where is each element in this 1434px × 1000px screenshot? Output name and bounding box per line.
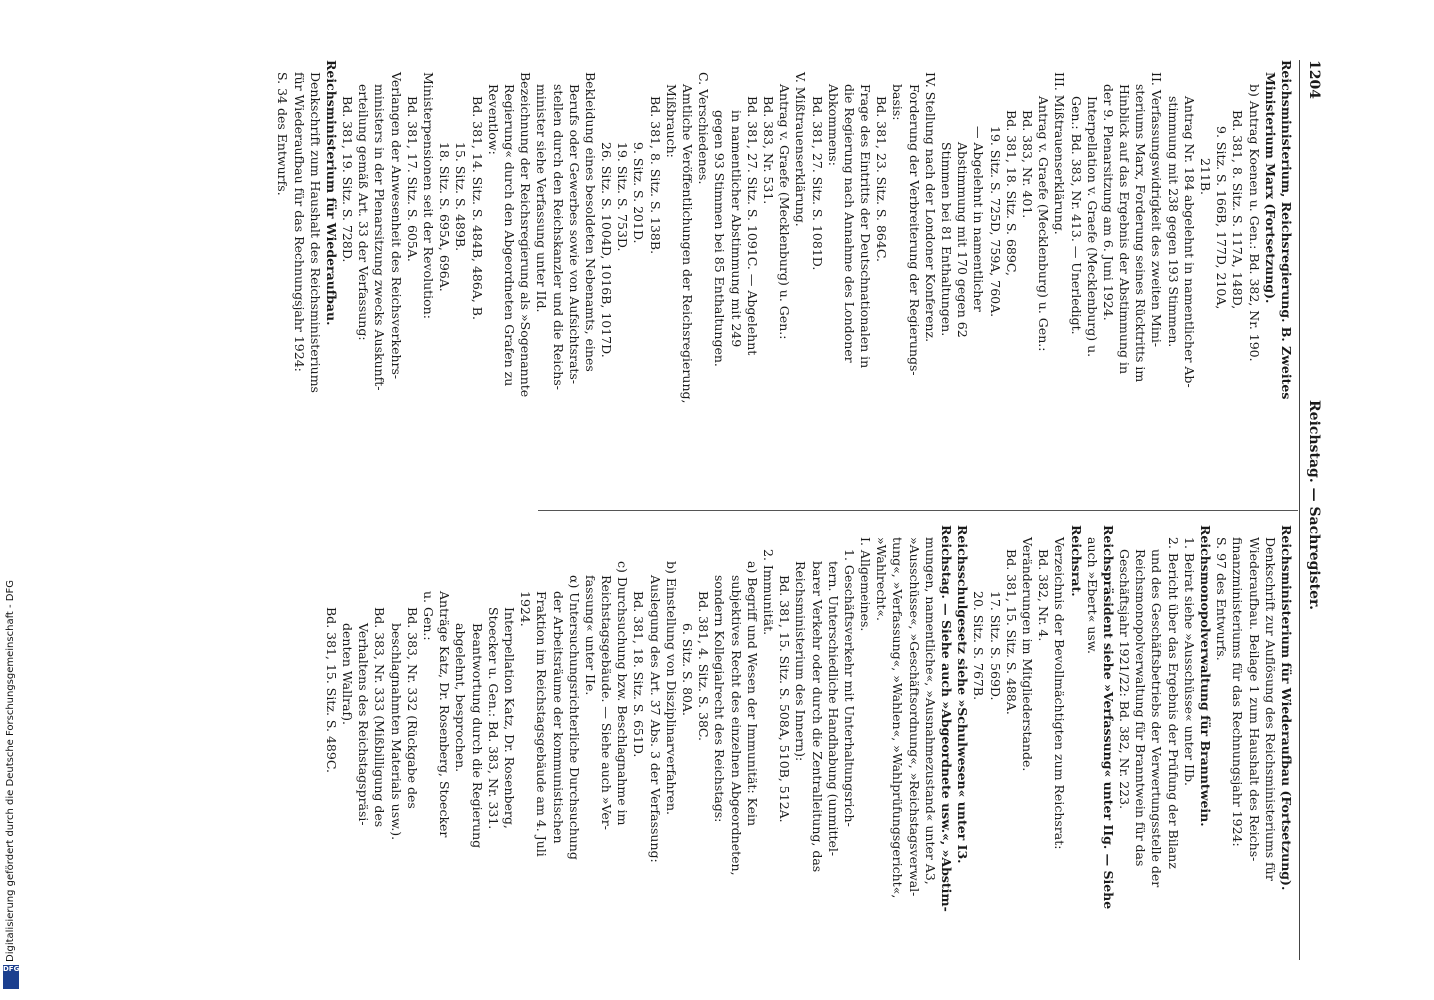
index-line: die Regierung nach Annahme des Londoner [841, 84, 857, 363]
index-line: Antrag v. Graefe (Mecklenburg) u. Gen.: [1036, 96, 1052, 352]
index-line: Bd. 381, 18. Sitz. S. 651D. [631, 591, 647, 758]
index-line: steriums Marx, Forderung seines Rücktritts im [1133, 84, 1149, 383]
index-line: Reichsmonopolverwaltung für Branntwein. [1198, 525, 1214, 827]
index-line: α) Untersuchungsrichterliche Durchsuchung [566, 575, 582, 860]
index-line: Auslegung des Art. 37 Abs. 3 der Verfassung: [647, 575, 663, 863]
index-line: Reichsministerium für Wiederaufbau. [323, 60, 339, 326]
index-line: Verzeichnis der Bevollmächtigten zum Reichsrat: [1052, 537, 1068, 850]
index-line: Reichspräsident siehe »Verfassung« unter IIg. — Siehe [1100, 525, 1116, 910]
index-line: sondern Kollegialrecht des Reichstags: [712, 575, 728, 823]
right-column [323, 525, 1294, 965]
index-line: Reichstag. — Siehe auch »Abgeordnete usw.«, »Abstim- [939, 525, 955, 912]
index-line: Reichsministerium des Innern): [793, 561, 809, 762]
index-line: b) Einstellung von Disziplinarverfahren. [663, 561, 679, 815]
index-line: »Wahlrecht«. [874, 537, 890, 621]
index-line: Bd. 381, 27. Sitz. S. 1081D. [809, 96, 825, 271]
index-line: Verhaltens des Reichstagspräsi- [356, 623, 372, 826]
index-line: Frage des Eintritts der Deutschnationalen in [858, 84, 874, 369]
index-line: Interpellation v. Graefe (Mecklenburg) u. [1084, 96, 1100, 358]
index-line: Bd. 383, Nr. 401. [1020, 110, 1035, 219]
index-line: Denkschrift zur Auflösung des Reichsministeriums für [1262, 537, 1278, 881]
index-line: minister siehe Verfassung unter IId. [534, 84, 550, 313]
index-line: Reichstagsgebäude. — Siehe auch »Ver- [599, 575, 615, 830]
index-line: Bd. 381, 14. Sitz. S. 484B, 486A, B. [469, 96, 485, 320]
index-line: Veränderungen im Mitgliederstande. [1020, 537, 1035, 772]
column-divider [538, 510, 1298, 511]
index-line: und des Geschäftsbetriebs der Verwertungsstelle der [1149, 549, 1165, 888]
index-line: tern. Unterschiedliche Handhabung (unmittel- [825, 561, 841, 857]
index-line: 15. Sitz. S. 489B. [453, 142, 469, 252]
index-line: erteilung gemäß Art. 33 der Verfassung: [356, 84, 372, 341]
index-line: Bekleidung eines besoldeten Nebenamts, eines [582, 72, 598, 372]
index-line: b) Antrag Koenen u. Gen.: Bd. 382, Nr. 190. [1246, 84, 1262, 362]
index-line: Bd. 383, Nr. 531. [761, 96, 776, 205]
index-line: 18. Sitz. S. 695A, 696A. [437, 142, 453, 292]
index-line: u. Gen.: [421, 591, 437, 641]
page-number: 1204 [1306, 60, 1322, 99]
index-line: 19. Sitz. S. 725D, 759A, 760A. [987, 126, 1003, 318]
index-line: Interpellation Katz, Dr. Rosenberg, [502, 607, 517, 829]
index-line: Bd. 381, 23. Sitz. S. 864C. [874, 96, 890, 262]
index-line: Bezeichnung der Reichsregierung als »Sogenannte [518, 72, 534, 398]
index-line: Bd. 381, 15. Sitz. S. 508A, 510B, 512A. [777, 575, 793, 823]
index-line: Abkommens: [825, 84, 841, 166]
index-line: Beantwortung durch die Regierung [469, 623, 485, 849]
index-line: Reichsministerium für Wiederaufbau (Fortsetzung). [1279, 525, 1294, 891]
index-line: abgelehnt, besprochen. [453, 623, 469, 773]
index-line: Geschäftsjahr 1921/22: Bd. 382, Nr. 223. [1117, 549, 1133, 810]
header-rule [1299, 60, 1300, 960]
index-line: 20. Sitz. S. 767B. [971, 591, 987, 701]
index-line: basis: [890, 84, 906, 121]
index-line: S. 97 des Entwurfs. [1214, 537, 1230, 661]
index-line: 2. Immunität. [761, 549, 776, 636]
index-line: C. Verschiedenes. [696, 72, 712, 185]
index-line: Bd. 381, 15. Sitz. S. 489C. [323, 607, 339, 773]
index-line: Bd. 381, 15. Sitz. S. 488A. [1003, 549, 1019, 715]
index-line: Bd. 381, 8. Sitz. S. 117A, 148D, [1230, 110, 1246, 310]
index-line: Ministerium Marx (Fortsetzung). [1262, 72, 1278, 304]
index-line: 1. Geschäftsverkehr mit Unterhaltungsrich- [841, 549, 857, 827]
index-line: »Ausschüsse«, »Geschäftsordnung«, »Reichstagsverwal- [906, 537, 922, 897]
index-line: c) Durchsuchung bzw. Beschlagnahme im [615, 561, 631, 826]
index-line: Reichsrat. [1068, 525, 1084, 597]
index-line: Bd. 383, Nr. 333 (Mißbilligung des [372, 607, 388, 828]
index-line: Bd. 381, 4. Sitz. S. 38C. [696, 591, 712, 742]
index-line: ministers in der Plenarsitzung zwecks Auskunft- [372, 84, 388, 391]
index-line: Bd. 381, 18. Sitz. S. 689C, [1003, 110, 1019, 276]
index-line: für Wiederaufbau für das Rechnungsjahr 1924: [291, 72, 307, 372]
index-line: 2. Bericht über das Ergebnis der Prüfung der Bilanz [1165, 537, 1181, 869]
index-line: Bd. 381, 19. Sitz. S. 728D. [340, 96, 356, 263]
index-line: 1924. [518, 591, 534, 627]
index-line: Reventlow: [485, 84, 501, 155]
index-line: Berufs oder Gewerbes sowie von Aufsichtsrats- [566, 84, 582, 385]
index-line: 26. Sitz. S. 1004D, 1016B, 1017D. [599, 142, 615, 358]
index-line: 9. Sitz. S. 201D. [631, 142, 647, 244]
index-line: Stimmen bei 81 Enthaltungen. [939, 142, 955, 337]
index-line: auch »Ebert« usw. [1084, 537, 1100, 654]
page-header [1302, 60, 1322, 950]
index-line: S. 34 des Entwurfs. [275, 72, 291, 196]
index-line: gegen 93 Stimmen bei 85 Enthaltungen. [712, 110, 728, 367]
index-line: tung«, »Verfassung«, »Wahlen«, »Wahlprüfungsgericht«, [890, 537, 906, 899]
index-line: Reichsministerium, Reichsregierung. B. Zweites [1279, 60, 1294, 400]
index-line: Ministerpensionen seit der Revolution: [421, 72, 437, 319]
index-line: IV. Stellung nach der Londoner Konferenz. [922, 72, 938, 343]
index-line: Verlangen der Anwesenheit des Reichsverkehrs- [388, 72, 404, 380]
index-line: Antrag v. Graefe (Mecklenburg) u. Gen.: [777, 84, 793, 340]
index-line: stimmung mit 238 gegen 193 Stimmen. [1165, 96, 1181, 348]
index-line: Antrag Nr. 184 abgelehnt in namentlicher Ab- [1181, 96, 1197, 388]
index-line: 211B. [1198, 158, 1214, 196]
index-line: — Abgelehnt in namentlicher [971, 126, 987, 312]
index-line: Bd. 381, 17. Sitz. S. 605A. [404, 96, 420, 262]
index-line: Abstimmung mit 170 gegen 62 [955, 142, 971, 338]
index-line: Bd. 383, Nr. 332 (Rückgabe des [404, 607, 420, 809]
index-line: mungen, namentliche«, »Ausnahmezustand« unter A3, [922, 537, 938, 885]
running-title: Reichstag. — Sachregister. [1306, 400, 1322, 610]
index-line: der Arbeitsräume der kommunistischen [550, 591, 566, 844]
index-line: Bd. 381, 27. Sitz. S. 1091C. — Abgelehnt [744, 96, 760, 356]
index-line: Bd. 381, 8. Sitz. S. 138B. [647, 96, 663, 255]
index-line: Mißbrauch: [663, 84, 679, 158]
index-line: Fraktion im Reichstagsgebäude am 4. Juli [534, 591, 550, 857]
index-line: beschlagnahmten Materials usw.). [388, 623, 404, 841]
index-line: 6. Sitz. S. 80A. [680, 623, 696, 716]
index-line: Wiederaufbau. Beilage 1 zum Haushalt des Reichs- [1246, 537, 1262, 862]
index-line: in namentlicher Abstimmung mit 249 [728, 110, 744, 348]
index-line: Reichsmonopolverwaltung für Branntwein für das [1133, 549, 1149, 867]
index-line: der 9. Plenarsitzung am 6. Juni 1924. [1100, 84, 1116, 321]
left-column [274, 60, 1294, 500]
index-line: Bd. 382, Nr. 4. [1036, 549, 1052, 642]
index-line: III. Mißtrauenserklärung. [1052, 72, 1068, 235]
digitization-note: Digitalisierung gefördert durch die Deutsche Forschungsgemeinschaft - DFG [5, 579, 16, 962]
index-line: Gen.: Bd. 383, Nr. 413. — Unerledigt. [1068, 96, 1084, 335]
index-line: Denkschrift zum Haushalt des Reichsministeriums [307, 72, 323, 393]
index-line: Regierung« durch den Abgeordneten Grafen zu [502, 84, 517, 387]
index-line: 1. Beirat siehe »Ausschüsse« unter IIb. [1181, 537, 1197, 786]
dfg-logo: DFG [3, 965, 19, 989]
index-line: Anträge Katz, Dr. Rosenberg, Stoecker [437, 591, 453, 838]
index-line: Forderung der Verbreiterung der Regierungs- [906, 84, 922, 376]
index-line: fassung« unter IIe. [582, 575, 598, 696]
index-line: Reichsschulgesetz siehe »Schulwesen« unter I3. [955, 525, 971, 864]
index-line: 19. Sitz. S. 753D. [615, 142, 631, 252]
index-line: V. Mißtrauenserklärung. [793, 72, 809, 227]
index-line: II. Verfassungswidrigkeit des zweiten Mini- [1149, 72, 1165, 348]
dfg-strip [0, 0, 22, 1000]
index-line: 9. Sitz. S. 166B, 177D, 210A, [1214, 126, 1230, 310]
index-line: subjektives Recht des einzelnen Abgeordneten, [728, 575, 744, 876]
index-line: 17. Sitz. S. 569D. [987, 591, 1003, 701]
index-line: a) Begriff und Wesen der Immunität: Kein [744, 561, 760, 827]
index-line: barer Verkehr oder durch die Zentralleitung, das [809, 561, 825, 873]
index-line: Hinblick auf das Ergebnis der Abstimmung in [1117, 84, 1133, 375]
index-line: Amtliche Veröffentlichungen der Reichsregierung, [680, 84, 696, 404]
index-line: I. Allgemeines. [858, 537, 874, 632]
index-line: finanzministeriums für das Rechnungsjahr 1924: [1230, 537, 1246, 847]
index-line: stellen durch den Reichskanzler und die Reichs- [550, 84, 566, 390]
index-line: Stoecker u. Gen.: Bd. 383, Nr. 331. [485, 607, 501, 830]
index-line: denten Wallraf). [340, 623, 356, 726]
